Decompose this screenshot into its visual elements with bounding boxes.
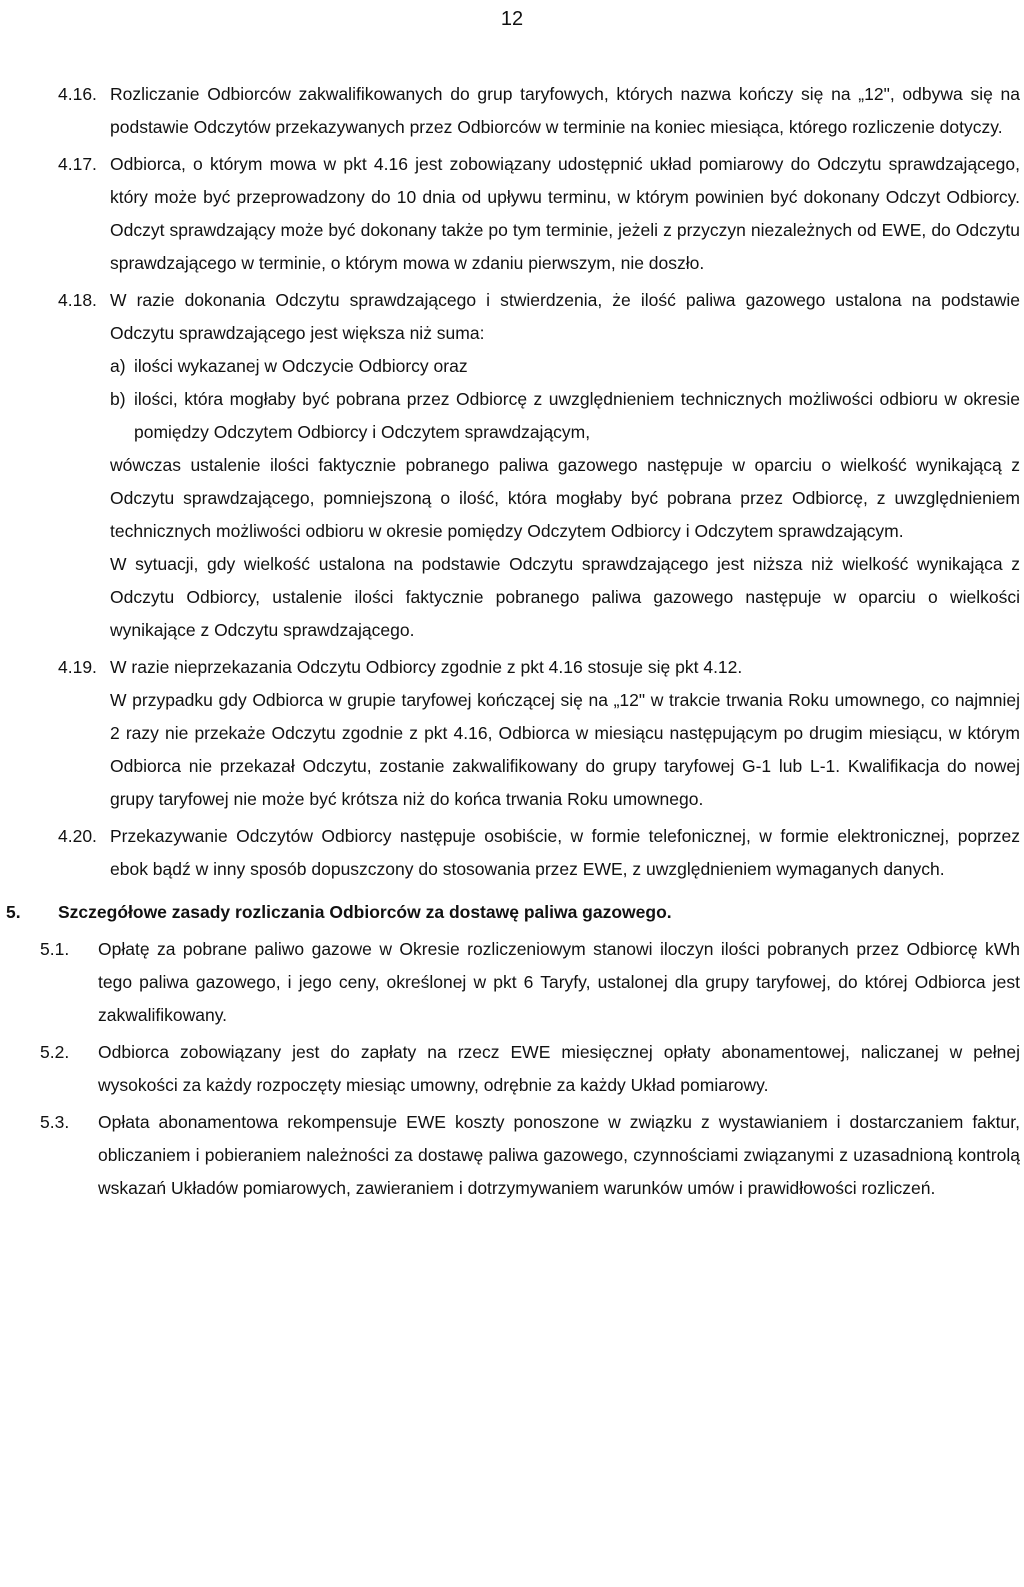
clause-text: Przekazywanie Odczytów Odbiorcy następuje osobiście, w formie telefonicznej, w formie elektronicznej, poprzez ebok bądź w inny sposób dopuszczony do stosowania przez EWE, z uwzględnieniem wymaganych danych. bbox=[110, 826, 1020, 879]
clause-number: 4.18. bbox=[58, 290, 97, 310]
list-label: b) bbox=[110, 389, 126, 409]
clause-body bbox=[110, 651, 1020, 816]
clause-4-18 bbox=[58, 284, 1020, 647]
list-label: a) bbox=[110, 356, 126, 376]
list-item-b bbox=[110, 383, 1020, 449]
clause-number: 5.1. bbox=[40, 939, 70, 959]
page-number: 12 bbox=[500, 8, 524, 30]
section-number: 5. bbox=[6, 902, 21, 922]
clause-5-3 bbox=[40, 1106, 1020, 1205]
clause-number: 4.20. bbox=[58, 826, 97, 846]
clause-text: Odbiorca zobowiązany jest do zapłaty na rzecz EWE miesięcznej opłaty abonamentowej, naliczanej w pełnej wysokości za każdy rozpoczęty miesiąc umowny, odrębnie za każdy Układ pomiarowy. bbox=[98, 1042, 1020, 1095]
clause-text: Opłatę za pobrane paliwo gazowe w Okresie rozliczeniowym stanowi iloczyn ilości pobranych przez Odbiorcę kWh tego paliwa gazowego, i jego ceny, określonej w pkt 6 Taryfy, ustalonej dla grupy taryfowej, do której Odbiorca jest zakwalifikowany. bbox=[98, 939, 1020, 1025]
clause-4-17 bbox=[58, 148, 1020, 280]
clause-4-19 bbox=[58, 651, 1020, 816]
clause-text: Opłata abonamentowa rekompensuje EWE koszty ponoszone w związku z wystawianiem i dostarczaniem faktur, obliczaniem i pobieraniem należności za dostawę paliwa gazowego, czynnościami związanymi z uzasadnioną kontrolą wskazań Układów pomiarowych, zawieraniem i dotrzymywaniem warunków umów i prawidłowości rozliczeń. bbox=[98, 1112, 1020, 1198]
clause-body bbox=[110, 284, 1020, 647]
document-body bbox=[6, 78, 1020, 1205]
clause-paragraph: W sytuacji, gdy wielkość ustalona na podstawie Odczytu sprawdzającego jest niższa niż wielkość wynikająca z Odczytu Odbiorcy, ustalenie ilości faktycznie pobranego paliwa gazowego następuje w oparciu o wielkości wynikające z Odczytu sprawdzającego. bbox=[110, 554, 1020, 640]
clause-number: 4.17. bbox=[58, 154, 97, 174]
section-heading bbox=[6, 896, 1020, 929]
clause-number: 5.3. bbox=[40, 1112, 70, 1132]
list-text: ilości, która mogłaby być pobrana przez Odbiorcę z uwzględnieniem technicznych możliwości odbioru w okresie pomiędzy Odczytem Odbiorcy i Odczytem sprawdzającym, bbox=[134, 389, 1020, 442]
clause-5-1 bbox=[40, 933, 1020, 1032]
clause-number: 4.16. bbox=[58, 84, 97, 104]
section-title: Szczegółowe zasady rozliczania Odbiorców za dostawę paliwa gazowego. bbox=[58, 902, 672, 922]
list-text: ilości wykazanej w Odczycie Odbiorcy oraz bbox=[134, 356, 468, 376]
clause-4-20 bbox=[58, 820, 1020, 886]
clause-text: W razie nieprzekazania Odczytu Odbiorcy zgodnie z pkt 4.16 stosuje się pkt 4.12. bbox=[110, 657, 743, 677]
clause-paragraph: W przypadku gdy Odbiorca w grupie taryfowej kończącej się na „12" w trakcie trwania Roku umownego, co najmniej 2 razy nie przekaże Odczytu zgodnie z pkt 4.16, Odbiorca w miesiącu następującym po drugim miesiącu, w którym Odbiorca nie przekazał Odczytu, zostanie zakwalifikowany do grupy taryfowej G-1 lub L-1. Kwalifikacja do nowej grupy taryfowej nie może być krótsza niż do końca trwania Roku umownego. bbox=[110, 690, 1020, 809]
clause-4-16 bbox=[58, 78, 1020, 144]
clause-paragraph: wówczas ustalenie ilości faktycznie pobranego paliwa gazowego następuje w oparciu o wielkość wynikającą z Odczytu sprawdzającego, pomniejszoną o ilość, która mogłaby być pobrana przez Odbiorcę, z uwzględnieniem technicznych możliwości odbioru w okresie pomiędzy Odczytem Odbiorcy i Odczytem sprawdzającym. bbox=[110, 455, 1020, 541]
clause-text: Rozliczanie Odbiorców zakwalifikowanych do grup taryfowych, których nazwa kończy się na „12", odbywa się na podstawie Odczytów przekazywanych przez Odbiorców w terminie na koniec miesiąca, którego rozliczenie dotyczy. bbox=[110, 84, 1020, 137]
list-item-a bbox=[110, 350, 1020, 383]
clause-number: 4.19. bbox=[58, 657, 97, 677]
clause-intro: W razie dokonania Odczytu sprawdzającego i stwierdzenia, że ilość paliwa gazowego ustalona na podstawie Odczytu sprawdzającego jest większa niż suma: bbox=[110, 290, 1020, 343]
clause-5-2 bbox=[40, 1036, 1020, 1102]
clause-text: Odbiorca, o którym mowa w pkt 4.16 jest zobowiązany udostępnić układ pomiarowy do Odczytu sprawdzającego, który może być przeprowadzony do 10 dnia od upływu terminu, w którym powinien być dokonany Odczyt Odbiorcy. Odczyt sprawdzający może być dokonany także po tym terminie, jeżeli z przyczyn niezależnych od EWE, do Odczytu sprawdzającego w terminie, o którym mowa w zdaniu pierwszym, nie doszło. bbox=[110, 154, 1020, 273]
clause-number: 5.2. bbox=[40, 1042, 70, 1062]
